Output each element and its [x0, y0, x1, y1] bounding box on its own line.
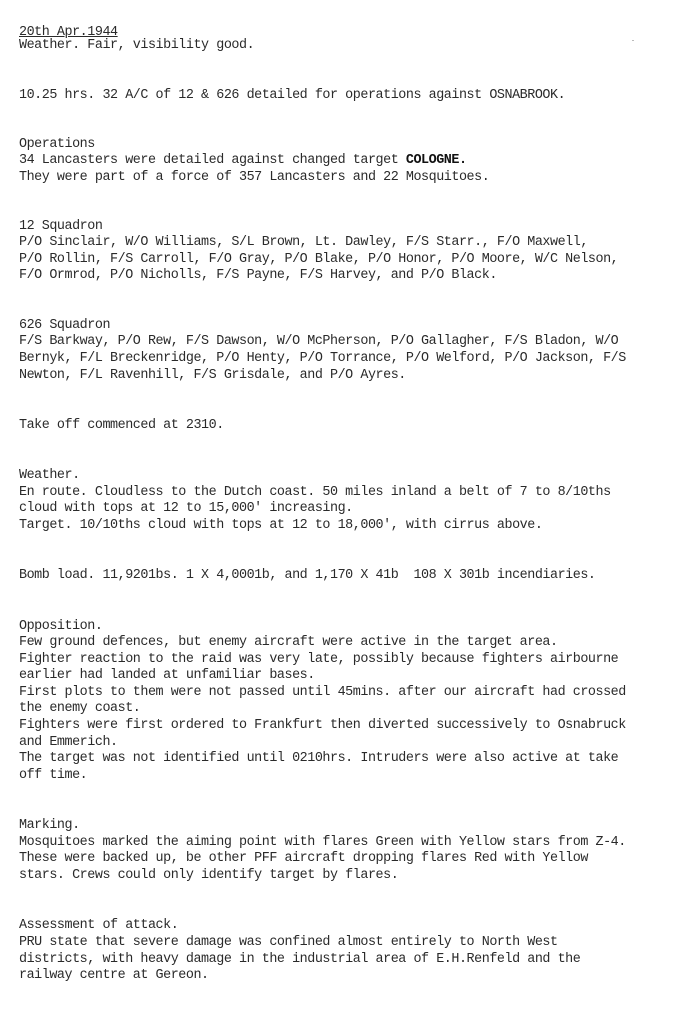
scan-speck [632, 40, 634, 41]
squadron-626-line: F/S Barkway, P/O Rew, F/S Dawson, W/O McPherson, P/O Gallagher, F/S Bladon, W/O [19, 334, 619, 349]
weather-heading: Weather. [19, 468, 80, 483]
weather-line: cloud with tops at 12 to 15,000' increasing. [19, 501, 353, 516]
squadron-12-line: P/O Sinclair, W/O Williams, S/L Brown, Lt. Dawley, F/S Starr., F/O Maxwell, [19, 235, 588, 250]
assessment-line: PRU state that severe damage was confined almost entirely to North West [19, 935, 558, 950]
entry-date: 20th Apr.1944 [19, 25, 118, 40]
squadron-12-heading: 12 Squadron [19, 219, 103, 234]
operations-line-1 [19, 153, 467, 170]
opposition-line: and Emmerich. [19, 735, 118, 750]
squadron-626-heading: 626 Squadron [19, 318, 111, 333]
opposition-line: Fighter reaction to the raid was very late, possibly because fighters airbourne [19, 652, 619, 667]
weather-line: Target. 10/10ths cloud with tops at 12 to 18,000', with cirrus above. [19, 518, 543, 533]
squadron-626-line: Bernyk, F/L Breckenridge, P/O Henty, P/O Torrance, P/O Welford, P/O Jackson, F/S [19, 351, 626, 366]
opposition-line: The target was not identified until 0210hrs. Intruders were also active at take [19, 751, 619, 766]
operations-target: COLOGNE. [405, 153, 467, 168]
opposition-line: First plots to them were not passed until 45mins. after our aircraft had crossed [19, 685, 626, 700]
squadron-12-line: P/O Rollin, F/S Carroll, F/O Gray, P/O Blake, P/O Honor, P/O Moore, W/C Nelson, [19, 252, 619, 267]
operations-heading: Operations [19, 137, 95, 152]
weather-line: En route. Cloudless to the Dutch coast. 50 miles inland a belt of 7 to 8/10ths [19, 485, 611, 500]
marking-line: Mosquitoes marked the aiming point with flares Green with Yellow stars from Z-4. [19, 835, 626, 850]
opposition-heading: Opposition. [19, 619, 103, 634]
marking-line: These were backed up, be other PFF aircraft dropping flares Red with Yellow [19, 851, 588, 866]
opposition-line: the enemy coast. [19, 701, 141, 716]
marking-heading: Marking. [19, 818, 80, 833]
squadron-12-line: F/O Ormrod, P/O Nicholls, F/S Payne, F/S Harvey, and P/O Black. [19, 268, 497, 283]
operations-line-2: They were part of a force of 357 Lancasters and 22 Mosquitoes. [19, 170, 490, 185]
assessment-heading: Assessment of attack. [19, 918, 179, 933]
marking-line: stars. Crews could only identify target by flares. [19, 868, 399, 883]
opposition-line: earlier had landed at unfamiliar bases. [19, 668, 315, 683]
bomb-load-line: Bomb load. 11,9201bs. 1 X 4,0001b, and 1,170 X 41b 108 X 301b incendiaries. [19, 568, 596, 583]
opposition-line: Few ground defences, but enemy aircraft were active in the target area. [19, 635, 558, 650]
assessment-line: districts, with heavy damage in the industrial area of E.H.Renfeld and the [19, 952, 581, 967]
opposition-line: Fighters were first ordered to Frankfurt then diverted successively to Osnabruck [19, 718, 626, 733]
takeoff-line: Take off commenced at 2310. [19, 418, 224, 433]
operations-line-1-text: 34 Lancasters were detailed against changed target [19, 153, 406, 168]
weather-summary: Weather. Fair, visibility good. [19, 38, 255, 53]
opposition-line: off time. [19, 768, 88, 783]
detail-line: 10.25 hrs. 32 A/C of 12 & 626 detailed for operations against OSNABROOK. [19, 88, 566, 103]
assessment-line: railway centre at Gereon. [19, 968, 209, 983]
squadron-626-line: Newton, F/L Ravenhill, F/S Grisdale, and P/O Ayres. [19, 368, 406, 383]
